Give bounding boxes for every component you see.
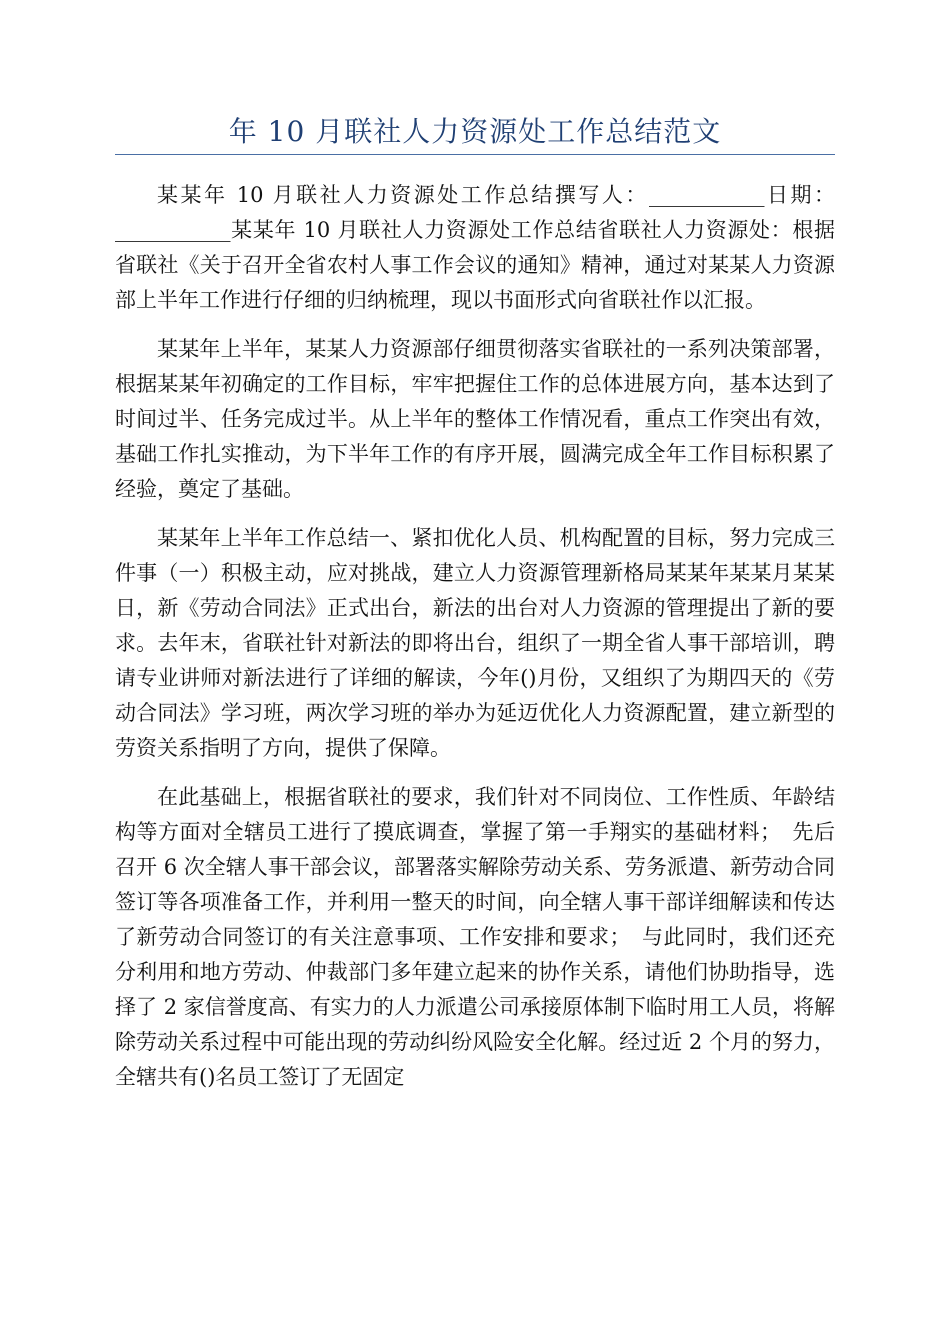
document-body <box>115 178 835 1109</box>
paragraph: 某某年上半年工作总结一、紧扣优化人员、机构配置的目标，努力完成三件事（一）积极主动，应对挑战，建立人力资源管理新格局某某年某某月某某日，新《劳动合同法》正式出台，新法的出台对人力资源的管理提出了新的要求。去年末，省联社针对新法的即将出台，组织了一期全省人事干部培训，聘请专业讲师对新法进行了详细的解读，今年()月份，又组织了为期四天的《劳动合同法》学习班，两次学习班的举办为延迈优化人力资源配置，建立新型的劳资关系指明了方向，提供了保障。 <box>115 526 835 760</box>
paragraph: 某某年 10 月联社人力资源处工作总结撰写人：___________日期：___________某某年 10 月联社人力资源处工作总结省联社人力资源处：根据省联社《关于召开全省农村人事工作会议的通知》精神，通过对某某人力资源部上半年工作进行仔细的归纳梳理，现以书面形式向省联社作以汇报。 <box>115 183 835 312</box>
document-title: 年 10 月联社人力资源处工作总结范文 <box>228 115 722 148</box>
paragraph: 在此基础上，根据省联社的要求，我们针对不同岗位、工作性质、年龄结构等方面对全辖员工进行了摸底调查，掌握了第一手翔实的基础材料； 先后召开 6 次全辖人事干部会议，部署落实解除劳动关系、劳务派遣、新劳动合同签订等各项准备工作，并利用一整天的时间，向全辖人事干部详细解读和传达了新劳动合同签订的有关注意事项、工作安排和要求； 与此同时，我们还充分利用和地方劳动、仲裁部门多年建立起来的协作关系，请他们协助指导，选择了 2 家信誉度高、有实力的人力派遣公司承接原体制下临时用工人员，将解除劳动关系过程中可能出现的劳动纠纷风险安全化解。经过近 2 个月的努力，全辖共有()名员工签订了无固定 <box>115 785 835 1089</box>
title-underline <box>115 154 835 155</box>
paragraph: 某某年上半年，某某人力资源部仔细贯彻落实省联社的一系列决策部署，根据某某年初确定的工作目标，牢牢把握住工作的总体进展方向，基本达到了时间过半、任务完成过半。从上半年的整体工作情况看，重点工作突出有效，基础工作扎实推动，为下半年工作的有序开展，圆满完成全年工作目标积累了经验，奠定了基础。 <box>115 337 835 501</box>
